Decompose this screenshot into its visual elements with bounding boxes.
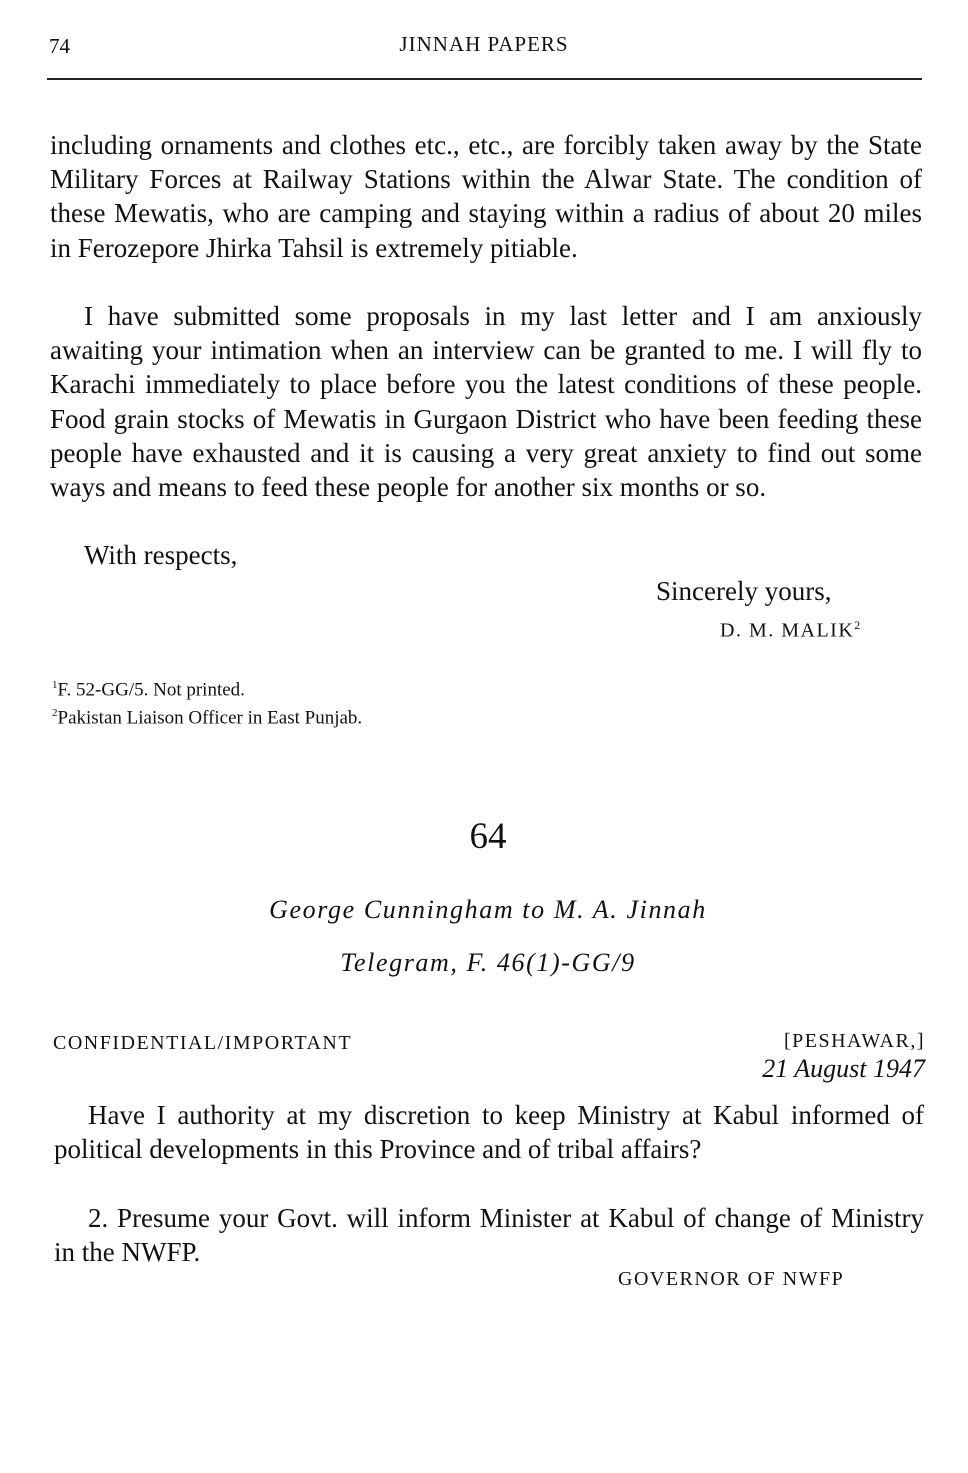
footnote-text: Pakistan Liaison Officer in East Punjab. bbox=[57, 707, 363, 729]
signature-name: D. M. MALIK bbox=[720, 619, 855, 642]
dispatch-date: 21 August 1947 bbox=[762, 1054, 925, 1083]
page-number: 74 bbox=[49, 34, 70, 58]
footnote-mark: 2 bbox=[52, 707, 58, 719]
telegram-paragraph-2: 2. Presume your Govt. will inform Minister at Kabul of change of Ministry in the NWFP. bbox=[54, 1203, 924, 1268]
footnote-mark: 1 bbox=[52, 679, 58, 691]
letter-signoff: Sincerely yours, bbox=[656, 576, 832, 606]
footnote-text: F. 52-GG/5. Not printed. bbox=[57, 679, 245, 701]
letter-signature bbox=[720, 618, 862, 643]
header-rule bbox=[47, 78, 922, 80]
letter-paragraph-1: including ornaments and clothes etc., etc., are forcibly taken away by the State Military Forces at Railway Stations within the Alwar State. The condition of these Mewatis, who are camping and staying within a radius of about 20 miles in Ferozepore Jhirka Tahsil is extremely pitiable. bbox=[50, 130, 922, 263]
document-subtitle: Telegram, F. 46(1)-GG/9 bbox=[340, 948, 636, 977]
classification: CONFIDENTIAL/IMPORTANT bbox=[53, 1032, 353, 1054]
running-head: JINNAH PAPERS bbox=[399, 32, 569, 56]
footnote-2 bbox=[52, 707, 362, 729]
letter-closing: With respects, bbox=[84, 540, 238, 570]
signature-footnote-mark: 2 bbox=[854, 618, 862, 632]
telegram-paragraph-1: Have I authority at my discretion to keep Ministry at Kabul informed of political developments in this Province and of tribal affairs? bbox=[54, 1100, 924, 1165]
telegram-sender: GOVERNOR OF NWFP bbox=[618, 1268, 845, 1290]
letter-paragraph-2: I have submitted some proposals in my last letter and I am anxiously awaiting your intimation when an interview can be granted to me. I will fly to Karachi immediately to place before you the latest conditions of these people. Food grain stocks of Mewatis in Gurgaon District who have been feeding these people have exhausted and it is causing a very great anxiety to find out some ways and means to feed these people for another six months or so. bbox=[50, 301, 922, 503]
dispatch-place: [PESHAWAR,] bbox=[783, 1030, 925, 1052]
document-number: 64 bbox=[469, 816, 507, 857]
document-title: George Cunningham to M. A. Jinnah bbox=[269, 895, 707, 924]
footnote-1 bbox=[52, 679, 245, 701]
